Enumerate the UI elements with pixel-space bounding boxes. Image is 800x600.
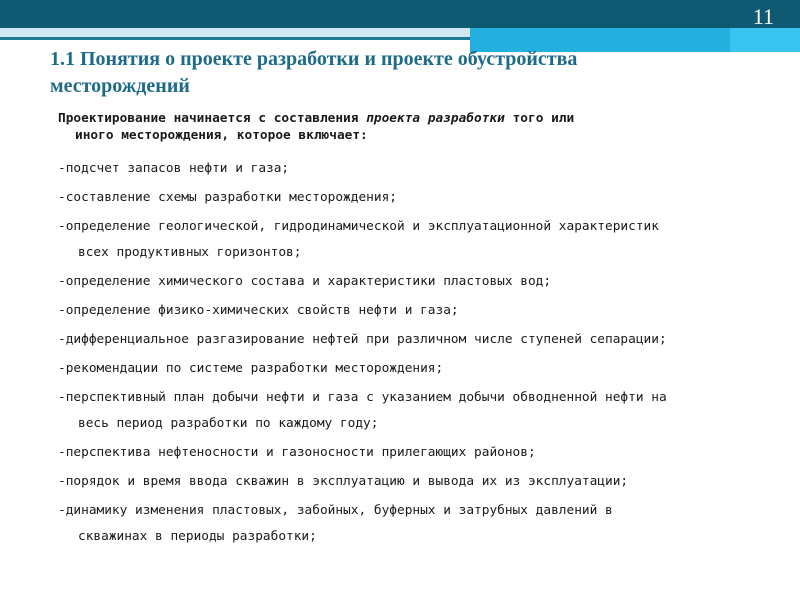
- list-item: [58, 502, 768, 545]
- header-band: [0, 0, 800, 28]
- bullet-list: [58, 160, 768, 545]
- slide-body: [58, 110, 768, 557]
- list-item-text: -перспектива нефтеносности и газоносности прилегающих районов;: [58, 445, 536, 460]
- list-item-text: -дифференциальное разгазирование нефтей при различном числе ступеней сепарации;: [58, 332, 667, 347]
- list-item-text: -определение геологической, гидродинамической и эксплуатационной характеристик: [58, 219, 659, 234]
- list-item-text: -перспективный план добычи нефти и газа с указанием добычи обводненной нефти на: [58, 390, 667, 405]
- list-item-text: -динамику изменения пластовых, забойных, буферных и затрубных давлений в: [58, 503, 613, 518]
- intro-emphasis: проекта разработки: [366, 111, 505, 126]
- list-item: [58, 473, 768, 490]
- list-item: [58, 389, 768, 432]
- intro-line-2: иного месторождения, которое включает:: [75, 128, 368, 143]
- list-item-text: -составление схемы разработки месторождения;: [58, 190, 397, 205]
- list-item: [58, 160, 768, 177]
- list-item-text: -подсчет запасов нефти и газа;: [58, 161, 290, 176]
- list-item-text: -порядок и время ввода скважин в эксплуатацию и вывода их из эксплуатации;: [58, 474, 629, 489]
- list-item-text: -рекомендации по системе разработки месторождения;: [58, 361, 444, 376]
- list-item-continuation: скважинах в периоды разработки;: [78, 529, 317, 544]
- slide-title: 1.1 Понятия о проекте разработки и проекте обустройства месторождений: [50, 48, 578, 97]
- intro-text-end: того или: [504, 111, 575, 126]
- list-item: [58, 273, 768, 290]
- intro-paragraph: [58, 110, 768, 144]
- list-item: [58, 218, 768, 261]
- list-item-continuation: весь период разработки по каждому году;: [78, 416, 379, 431]
- list-item: [58, 360, 768, 377]
- list-item-continuation: всех продуктивных горизонтов;: [78, 245, 302, 260]
- intro-text: Проектирование начинается с составления: [58, 111, 367, 126]
- list-item-text: -определение химического состава и характеристики пластовых вод;: [58, 274, 552, 289]
- list-item: [58, 302, 768, 319]
- slide-number: 11: [752, 4, 774, 29]
- list-item-text: -определение физико-химических свойств нефти и газа;: [58, 303, 459, 318]
- header-accent-bar-light: [730, 28, 800, 52]
- list-item: [58, 331, 768, 348]
- list-item: [58, 189, 768, 206]
- list-item: [58, 444, 768, 461]
